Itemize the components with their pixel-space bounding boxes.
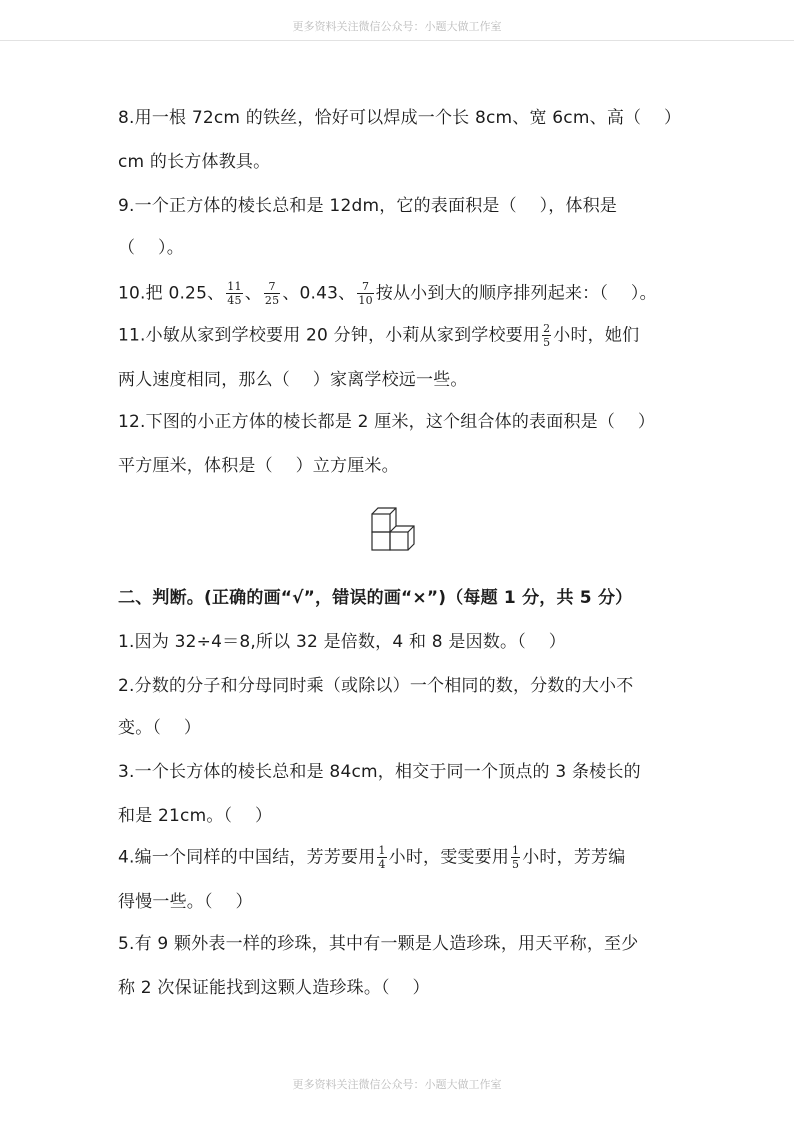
q12-line2: 平方厘米，体积是（ ）立方厘米。 [118,456,399,476]
j4-middle: 小时，雯雯要用 [388,847,510,868]
fraction-7-10: $\frac{7}{10}$ [358,280,373,307]
q11-line2: 两人速度相同，那么（ ）家离学校远一些。 [118,370,468,390]
header-watermark: 更多资料关注微信公众号：小题大做工作室 [292,20,502,33]
q10-prefix: 10.把 0.25、 [118,283,225,304]
top-cube [372,508,396,532]
q8-line1: 8.用一根 72cm 的铁丝，恰好可以焊成一个长 8cm、宽 6cm、高（ ） [118,108,682,128]
q10-middle: 、0.43、 [282,283,356,304]
j4-suffix: 小时，芳芳编 [522,847,626,868]
j4-line2: 得慢一些。（ ） [118,892,253,912]
footer-watermark: 更多资料关注微信公众号：小题大做工作室 [292,1078,502,1091]
fraction-7-25: $\frac{7}{25}$ [264,280,280,307]
q10-suffix: 按从小到大的顺序排列起来：（ ）。 [375,283,657,304]
q12-line1: 12.下图的小正方体的棱长都是 2 厘米，这个组合体的表面积是（ ） [118,412,656,432]
q10-line [118,280,657,307]
j5-line2: 称 2 次保证能找到这颗人造珍珠。（ ） [118,978,430,998]
header-divider [0,40,794,41]
q9-line1: 9.一个正方体的棱长总和是 12dm，它的表面积是（ ），体积是 [118,196,618,216]
j4-prefix: 4.编一个同样的中国结，芳芳要用 [118,847,376,868]
j5-line1: 5.有 9 颗外表一样的珍珠，其中有一颗是人造珍珠，用天平称，至少 [118,934,639,954]
fraction-1-4: $\frac{1}{4}$ [378,844,386,871]
j2-line2: 变。（ ） [118,718,202,738]
q9-line2: （ ）。 [118,238,184,258]
j4-line1 [118,844,625,871]
j2-line1: 2.分数的分子和分母同时乘（或除以）一个相同的数，分数的大小不 [118,676,634,696]
q11-prefix: 11.小敏从家到学校要用 20 分钟，小莉从家到学校要用 [118,325,541,346]
fraction-2-5: $\frac{2}{5}$ [543,322,551,349]
j3-line2: 和是 21cm。（ ） [118,806,273,826]
bottom-right-cube [390,526,414,550]
fraction-1-5: $\frac{1}{5}$ [512,844,520,871]
cube-composite-figure [362,505,426,559]
fraction-11-45: $\frac{11}{45}$ [227,280,242,307]
q11-suffix: 小时，她们 [553,325,640,346]
section-heading-judgment: 二、判断。(正确的画“√”，错误的画“×”)（每题 1 分，共 5 分） [118,588,633,608]
q11-line1 [118,322,639,349]
j3-line1: 3.一个长方体的棱长总和是 84cm，相交于同一个顶点的 3 条棱长的 [118,762,641,782]
bottom-left-cube [372,532,390,550]
j1-line1: 1.因为 32÷4＝8,所以 32 是倍数，4 和 8 是因数。（ ） [118,632,566,652]
q10-separator: 、 [244,283,262,304]
q8-line2: cm 的长方体教具。 [118,152,271,172]
